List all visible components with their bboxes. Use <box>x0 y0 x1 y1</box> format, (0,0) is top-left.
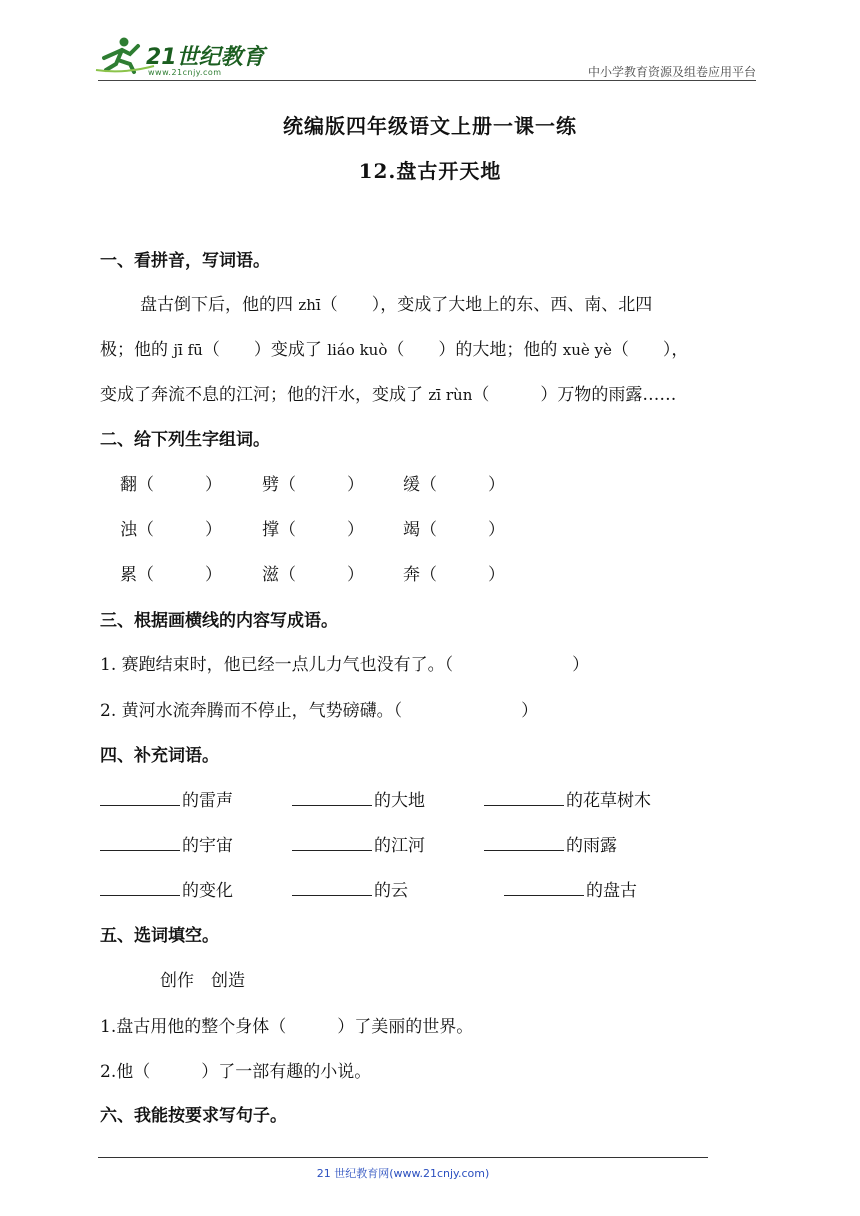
page-title: 统编版四年级语文上册一课一练 <box>283 114 577 138</box>
s1-l2-text-d: （ ）， <box>611 340 689 360</box>
section-5-heading: 五、选词填空。 <box>100 926 219 946</box>
s1-line-3 <box>100 380 676 405</box>
s1-l2-text-c: （ ）的大地；他的 <box>387 340 558 360</box>
s3-question-2: 2. 黄河水流奔腾而不停止，气势磅礴。（ ） <box>100 701 539 721</box>
s5-choices: 创作 创造 <box>160 971 245 991</box>
s2-r3-c2: 滋（ ） <box>262 565 364 585</box>
s2-r3-c3: 奔（ ） <box>403 565 505 585</box>
section-6-heading: 六、我能按要求写句子。 <box>100 1106 287 1126</box>
s4-r3-c2: 的云 <box>292 876 408 901</box>
s2-r1-c1: 翻（ ） <box>120 475 222 495</box>
section-1-heading: 一、看拼音，写词语。 <box>100 251 270 271</box>
s4-r1-c2: 的大地 <box>292 786 425 811</box>
s5-question-2: 2.他（ ）了一部有趣的小说。 <box>100 1062 372 1082</box>
s4-r1-c1: 的雷声 <box>100 786 233 811</box>
s2-r2-c1: 浊（ ） <box>120 520 222 540</box>
s5-question-1: 1.盘古用他的整个身体（ ）了美丽的世界。 <box>100 1017 474 1037</box>
logo-url: www.21cnjy.com <box>148 68 222 77</box>
header-platform: 中小学教育资源及组卷应用平台 <box>587 65 756 79</box>
s1-l2-text-b: （ ）变成了 <box>202 340 322 360</box>
header-divider <box>98 80 756 81</box>
s4-r1-c3: 的花草树木 <box>484 786 651 811</box>
s1-l3-text-b: （ ）万物的雨露…… <box>472 385 677 405</box>
logo-text: 21世纪教育 <box>146 45 265 70</box>
section-4-heading: 四、补充词语。 <box>100 746 219 766</box>
s4-r2-c1: 的宇宙 <box>100 831 233 856</box>
section-2-heading: 二、给下列生字组词。 <box>100 430 270 450</box>
page-subtitle: 12.盘古开天地 <box>358 159 502 183</box>
s4-r3-c1: 的变化 <box>100 876 233 901</box>
s2-r3-c1: 累（ ） <box>120 565 222 585</box>
s2-r2-c3: 竭（ ） <box>403 520 505 540</box>
s2-r2-c2: 撑（ ） <box>262 520 364 540</box>
s1-l2-pinyin-2: liáo kuò <box>327 341 388 359</box>
s3-question-1: 1. 赛跑结束时，他已经一点儿力气也没有了。（ ） <box>100 655 590 675</box>
s4-r3-c3: 的盘古 <box>504 876 637 901</box>
s2-r1-c2: 劈（ ） <box>262 475 364 495</box>
s1-l1-text-a: 盘古倒下后，他的四 <box>140 295 293 315</box>
s4-r2-c2: 的江河 <box>292 831 425 856</box>
s1-l2-pinyin-1: jī fū <box>173 341 203 359</box>
s1-l1-pinyin: zhī <box>298 296 321 314</box>
section-3-heading: 三、根据画横线的内容写成语。 <box>100 611 338 631</box>
s4-r2-c3: 的雨露 <box>484 831 617 856</box>
s1-l2-text-a: 极；他的 <box>100 340 168 360</box>
s1-l1-text-b: （ ），变成了大地上的东、西、南、北四 <box>320 295 653 315</box>
s1-line-2 <box>100 335 688 360</box>
s1-l2-pinyin-3: xuè yè <box>562 341 612 359</box>
s1-l3-pinyin: zī rùn <box>428 386 473 404</box>
footer-link[interactable]: 21 世纪教育网(www.21cnjy.com) <box>316 1167 490 1180</box>
s1-line-1 <box>140 290 652 315</box>
s2-r1-c3: 缓（ ） <box>403 475 505 495</box>
s1-l3-text-a: 变成了奔流不息的江河；他的汗水，变成了 <box>100 385 423 405</box>
footer-divider <box>98 1157 708 1158</box>
